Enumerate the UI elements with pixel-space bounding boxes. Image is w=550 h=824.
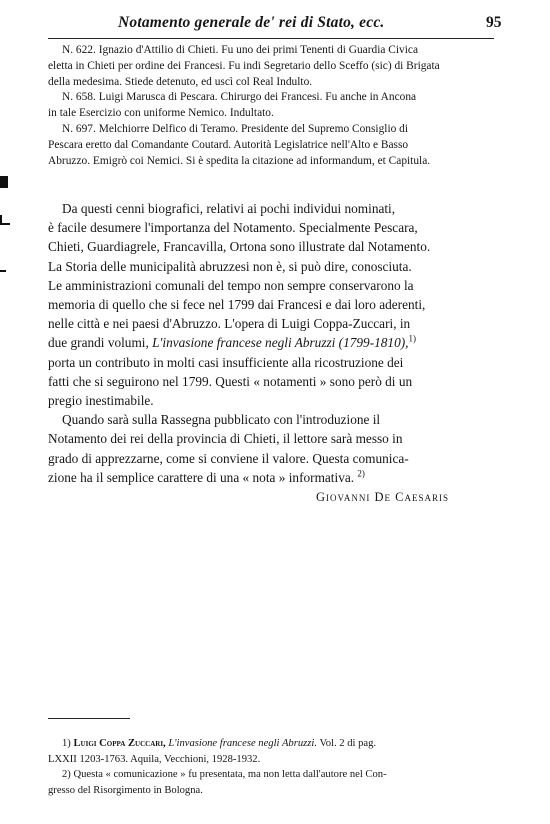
entry-line: in tale Esercizio con uniforme Nemico. Indultato. (48, 107, 274, 120)
footnote-1-number: 1) (62, 738, 71, 749)
page-number: 95 (486, 14, 502, 31)
body-line-text: zione ha il semplice carattere di una « nota » informativa. (48, 469, 355, 485)
footnotes (48, 736, 494, 798)
footnote-1 (48, 736, 494, 752)
body-line: La Storia delle municipalità abruzzesi non è, si può dire, conosciuta. (48, 258, 412, 274)
margin-mark (0, 223, 10, 225)
footnote-2: 2) Questa « comunicazione » fu presentata, ma non letta dall'autore nel Con- (62, 769, 387, 780)
footnote-1-author: Luigi Coppa Zuccari, (73, 738, 166, 749)
body-line-text: due grandi volumi, (48, 335, 149, 351)
body-line: memoria di quello che si fece nel 1799 dai Francesi e dai loro aderenti, (48, 297, 426, 313)
footnote-rule (48, 718, 130, 719)
body-line: porta un contributo in molti casi insufficiente alla ricostruzione dei (48, 354, 404, 370)
body-line: è facile desumere l'importanza del Notamento. Specialmente Pescara, (48, 220, 418, 236)
entry-line: N. 622. Ignazio d'Attilio di Chieti. Fu uno dei primi Tenenti di Guardia Civica (62, 44, 419, 56)
entry-line: Abruzzo. Emigrò coi Nemici. Si è spedita la citazione ad informandum, et Capitula. (48, 154, 431, 167)
margin-mark (0, 270, 6, 272)
margin-mark (0, 176, 8, 188)
author-signature: Giovanni De Caesaris (316, 490, 449, 504)
page-header (0, 10, 550, 36)
body-line: Chieti, Guardiagrele, Francavilla, Ortona sono illustrate dal Notamento. (48, 239, 431, 255)
entry-line: N. 658. Luigi Marusca di Pescara. Chirurgo dei Francesi. Fu anche in Ancona (62, 91, 417, 104)
body-line: Notamento dei rei della provincia di Chieti, il lettore sarà messo in (48, 431, 403, 447)
footnote-2-line-2: gresso del Risorgimento in Bologna. (48, 784, 203, 796)
entry-line: della medesima. Stiede detenuto, ed uscì col Real Indulto. (48, 75, 313, 88)
body-line: Quando sarà sulla Rassegna pubblicato con l'introduzione il (62, 412, 381, 428)
footnote-ref: 1) (408, 334, 416, 344)
body-line (48, 333, 494, 352)
body-line: fatti che si seguirono nel 1799. Questi « notamenti » sono però di un (48, 373, 413, 389)
body-line: grado di apprezzarne, come si conviene il valore. Questa comunica- (48, 450, 409, 466)
header-rule (48, 38, 494, 39)
entry-line: N. 697. Melchiorre Delfico di Teramo. Presidente del Supremo Consiglio di (62, 122, 409, 135)
footnote-1-rest: Vol. 2 di pag. (319, 738, 377, 749)
footnote-1-title: L'invasione francese negli Abruzzi. (168, 738, 317, 749)
entry-line: Pescara eretto dal Comandante Coutard. Autorità Legislatrice nell'Alto e Basso (48, 138, 409, 151)
body-line: Da questi cenni biografici, relativi ai pochi individui nominati, (62, 201, 396, 216)
body-line: pregio inestimabile. (48, 393, 154, 409)
footnote-ref: 2) (357, 468, 365, 479)
body-line: nelle città e nei paesi d'Abruzzo. L'opera di Luigi Coppa-Zuccari, in (48, 316, 411, 332)
running-title: Notamento generale de' rei di Stato, ecc. (118, 14, 385, 31)
body-line (48, 468, 494, 487)
footnote-1-line-2: LXXII 1203-1763. Aquila, Vecchioni, 1928-1932. (48, 753, 261, 765)
book-title: L'invasione francese negli Abruzzi (1799-1810), (152, 335, 409, 351)
body-line: Le amministrazioni comunali del tempo non sempre conservarono la (48, 277, 414, 293)
body-text (48, 199, 494, 487)
entry-line: eletta in Chieti per ordine dei Francesi. Fu indi Segretario dello Sceffo (sic) di Brigata (48, 59, 440, 72)
register-entries (48, 43, 494, 169)
